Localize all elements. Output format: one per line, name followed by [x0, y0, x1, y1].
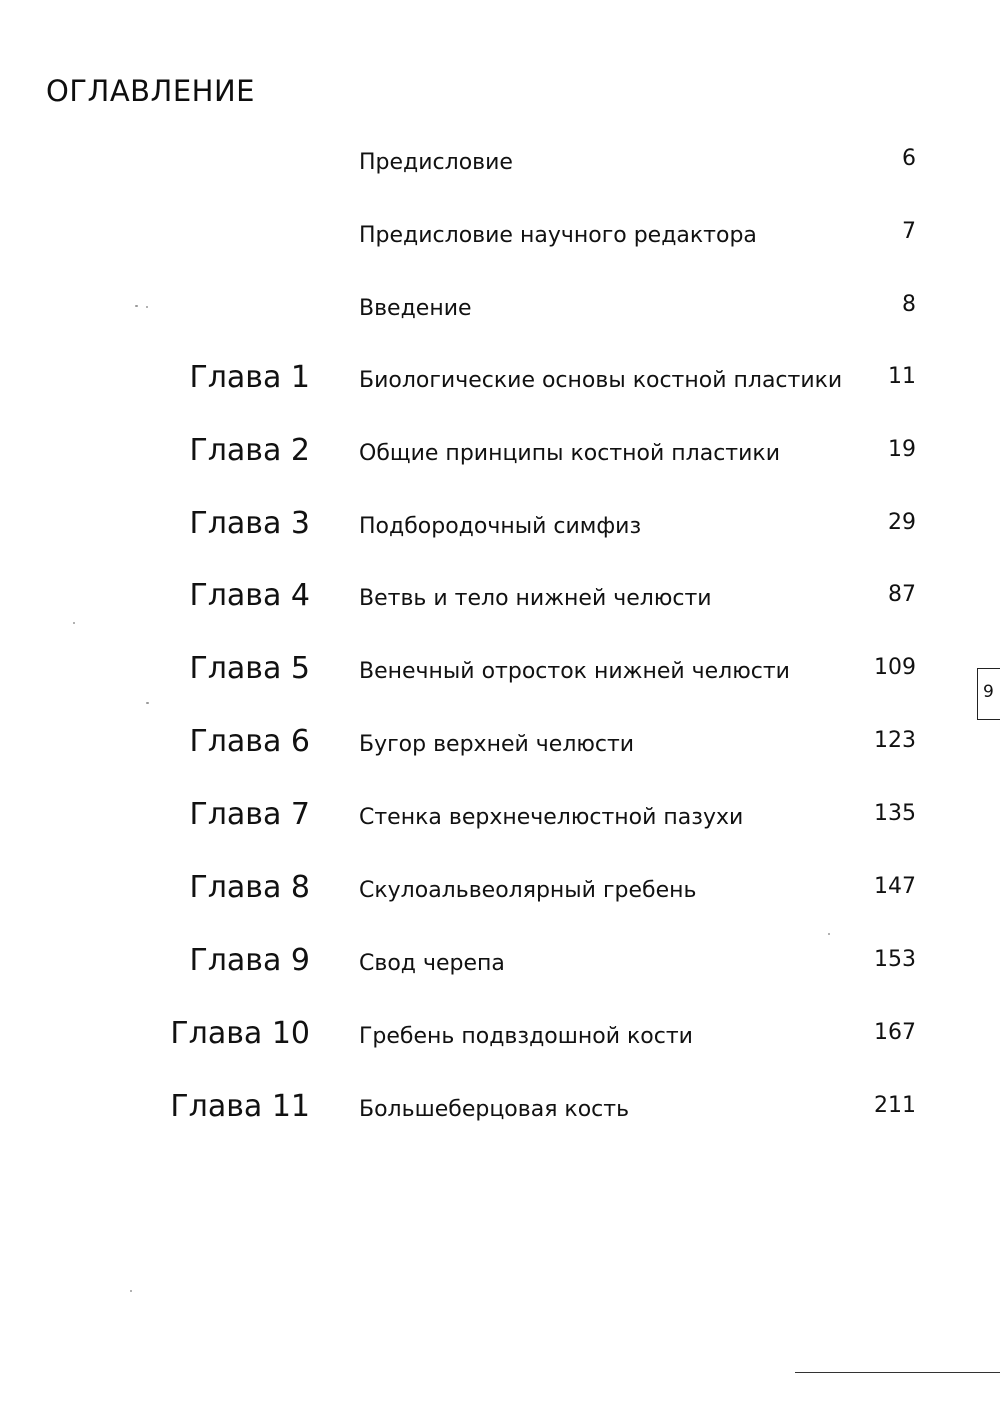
toc-chapter-label: Глава 11: [170, 1089, 310, 1124]
toc-page-number: 11: [888, 364, 916, 389]
toc-page-number: 135: [874, 801, 916, 826]
toc-entry-editor-preface[interactable]: [0, 215, 1000, 255]
toc-page-number: 87: [888, 582, 916, 607]
toc-entry-chapter-6[interactable]: [0, 724, 1000, 764]
toc-entry-chapter-11[interactable]: [0, 1089, 1000, 1129]
toc-entry-title: Свод черепа: [359, 951, 505, 976]
page-number-tab: [977, 668, 1000, 720]
scan-speck: [130, 1290, 132, 1292]
toc-entry-title: Гребень подвздошной кости: [359, 1024, 693, 1049]
toc-entry-chapter-2[interactable]: [0, 433, 1000, 473]
toc-chapter-label: Глава 4: [189, 578, 310, 613]
toc-entry-title: Большеберцовая кость: [359, 1097, 630, 1122]
scan-speck: [135, 305, 138, 307]
toc-entry-title: Ветвь и тело нижней челюсти: [359, 586, 712, 611]
toc-page-number: 147: [874, 874, 916, 899]
toc-page-number: 211: [874, 1093, 916, 1118]
toc-entry-chapter-10[interactable]: [0, 1016, 1000, 1056]
toc-chapter-label: Глава 5: [189, 651, 310, 686]
toc-page-number: 123: [874, 728, 916, 753]
toc-entry-chapter-1[interactable]: [0, 360, 1000, 400]
toc-entry-title: Скулоальвеолярный гребень: [359, 878, 697, 903]
toc-entry-chapter-3[interactable]: [0, 506, 1000, 546]
footer-rule: [795, 1372, 1000, 1373]
toc-entry-title: Венечный отросток нижней челюсти: [359, 659, 790, 684]
toc-chapter-label: Глава 6: [189, 724, 310, 759]
toc-page-number: 7: [902, 219, 916, 244]
toc-entry-title: Введение: [359, 296, 472, 321]
toc-chapter-label: Глава 2: [189, 433, 310, 468]
toc-entry-chapter-9[interactable]: [0, 943, 1000, 983]
scan-speck: [146, 702, 149, 704]
scan-speck: [828, 933, 830, 935]
toc-chapter-label: Глава 8: [189, 870, 310, 905]
toc-page-number: 8: [902, 292, 916, 317]
toc-entry-title: Подбородочный симфиз: [359, 514, 642, 539]
toc-entry-chapter-8[interactable]: [0, 870, 1000, 910]
scan-speck: [73, 622, 75, 624]
toc-entry-introduction[interactable]: [0, 288, 1000, 328]
scan-speck: [146, 306, 148, 308]
toc-entry-title: Общие принципы костной пластики: [359, 441, 780, 466]
toc-page-number: 19: [888, 437, 916, 462]
toc-entry-title: Предисловие научного редактора: [359, 223, 757, 248]
toc-page-number: 167: [874, 1020, 916, 1045]
toc-entry-title: Предисловие: [359, 150, 513, 175]
toc-chapter-label: Глава 7: [189, 797, 310, 832]
toc-entry-title: Стенка верхнечелюстной пазухи: [359, 805, 744, 830]
toc-page-number: 109: [874, 655, 916, 680]
toc-chapter-label: Глава 9: [189, 943, 310, 978]
page-number: 9: [983, 682, 994, 702]
toc-page-number: 29: [888, 510, 916, 535]
toc-page-number: 6: [902, 146, 916, 171]
toc-page-number: 153: [874, 947, 916, 972]
toc-entry-title: Биологические основы костной пластики: [359, 368, 843, 393]
toc-entry-chapter-7[interactable]: [0, 797, 1000, 837]
page-title: ОГЛАВЛЕНИЕ: [46, 74, 256, 108]
toc-chapter-label: Глава 1: [189, 360, 310, 395]
toc-entry-chapter-4[interactable]: [0, 578, 1000, 618]
toc-chapter-label: Глава 3: [189, 506, 310, 541]
toc-entry-preface[interactable]: [0, 142, 1000, 182]
toc-entry-title: Бугор верхней челюсти: [359, 732, 635, 757]
toc-chapter-label: Глава 10: [170, 1016, 310, 1051]
toc-entry-chapter-5[interactable]: [0, 651, 1000, 691]
